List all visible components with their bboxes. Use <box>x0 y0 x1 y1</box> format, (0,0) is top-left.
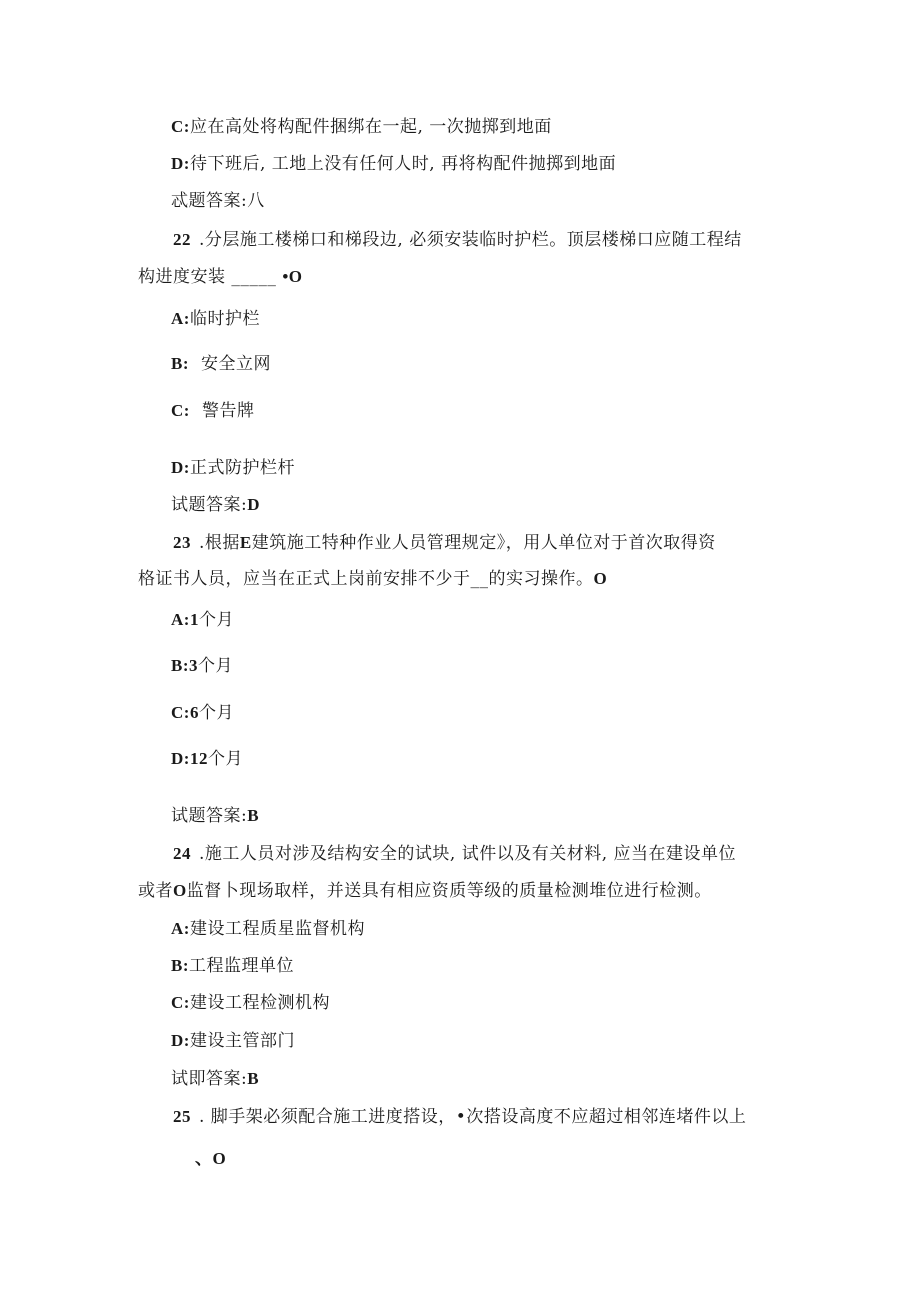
question-text: 建筑施工特种作业人员管理规定》，用人单位对于首次取得资 <box>251 533 716 553</box>
blank-marker: •O <box>282 267 303 286</box>
option-label: D: <box>171 1031 190 1050</box>
question-text: .分层施工楼梯口和梯段边, 必须安装临时护栏。顶层楼梯口应随工程结 <box>199 230 742 250</box>
q24-stem-line2 <box>138 880 712 902</box>
option-text: 警告牌 <box>201 401 255 421</box>
q23-option-d <box>171 748 243 770</box>
question-text: .根据 <box>199 533 240 553</box>
q22-option-c <box>171 400 254 422</box>
option-text: 安全立网 <box>201 354 271 374</box>
q23-answer <box>171 805 259 827</box>
question-number: 22 <box>173 230 191 249</box>
q21-option-d <box>171 153 616 175</box>
answer-label: 忒题答案: <box>171 191 248 211</box>
q25-stem-line1 <box>173 1106 746 1128</box>
option-label: C: <box>171 117 190 136</box>
option-label: D: <box>171 154 190 173</box>
q21-option-c <box>171 116 552 138</box>
answer-value: B <box>247 806 260 825</box>
q24-stem-line1 <box>173 843 736 865</box>
option-label: A: <box>171 309 190 328</box>
answer-label: 试题答案: <box>171 495 248 515</box>
option-label: C: <box>171 401 190 420</box>
answer-label: 试即答案: <box>171 1069 248 1089</box>
option-text: 待下班后, 工地上没有任何人时, 再将构配件抛掷到地面 <box>189 154 617 174</box>
q24-option-c <box>171 992 330 1014</box>
option-text: 正式防护栏杆 <box>189 458 295 478</box>
option-text: 个月 <box>198 656 233 676</box>
q22-stem-line2 <box>138 266 303 288</box>
q23-option-b <box>171 655 233 677</box>
option-text: 临时护栏 <box>189 309 260 329</box>
option-label: B: <box>171 354 189 373</box>
answer-value: D <box>247 495 261 514</box>
option-text: 应在高处将构配件捆绑在一起, 一次抛掷到地面 <box>189 117 552 137</box>
question-text: 、O <box>195 1149 227 1168</box>
question-number: 24 <box>173 844 191 863</box>
answer-blank: _____ <box>231 267 277 287</box>
q22-option-a <box>171 308 260 330</box>
q25-stem-line2 <box>195 1148 226 1170</box>
option-text: 个月 <box>207 749 243 769</box>
q23-option-a <box>171 609 234 631</box>
blank-marker: O <box>173 881 187 900</box>
q22-stem-line1 <box>173 229 742 251</box>
option-label: B:3 <box>171 656 198 675</box>
question-number: 25 <box>173 1107 191 1126</box>
q24-option-d <box>171 1030 295 1052</box>
option-label: D: <box>171 458 190 477</box>
question-text: .施工人员对涉及结构安全的试块, 试件以及有关材料, 应当在建设单位 <box>199 844 737 864</box>
option-label: C: <box>171 993 190 1012</box>
q24-option-b <box>171 955 294 977</box>
option-label: C:6 <box>171 703 199 722</box>
option-text: 建设主管部门 <box>189 1031 295 1051</box>
q23-option-c <box>171 702 234 724</box>
blank-marker: O <box>593 569 608 588</box>
question-text: . 脚手架必须配合施工进度搭设，•次搭设高度不应超过相邻连堵件以上 <box>199 1107 747 1127</box>
q22-option-b <box>171 353 271 375</box>
q22-option-d <box>171 457 295 479</box>
option-text: 个月 <box>198 610 234 630</box>
q21-answer <box>171 190 265 212</box>
question-text: 监督卜现场取样，并送具有相应资质等级的质量检测堆位进行检测。 <box>186 881 712 901</box>
option-label: A: <box>171 919 190 938</box>
question-text: 格证书人员，应当在正式上岗前安排不少于__的实习操作。 <box>138 569 594 589</box>
answer-value: B <box>247 1069 260 1088</box>
q23-stem-line2 <box>138 568 607 590</box>
option-text: 工程监理单位 <box>189 956 294 976</box>
option-label: D:12 <box>171 749 208 768</box>
q22-answer <box>171 494 260 516</box>
q24-option-a <box>171 918 365 940</box>
option-label: B: <box>171 956 189 975</box>
answer-value: 八 <box>247 191 265 211</box>
option-text: 建设工程检测机构 <box>189 993 330 1013</box>
question-text: 构进度安装 <box>138 267 226 287</box>
question-number: 23 <box>173 533 191 552</box>
option-text: 个月 <box>198 703 234 723</box>
question-text: 或者 <box>138 881 173 901</box>
q23-stem-line1 <box>173 532 716 554</box>
q24-answer <box>171 1068 259 1090</box>
option-text: 建设工程质星监督机构 <box>189 919 365 939</box>
ocr-mark: E <box>239 533 252 552</box>
answer-label: 试题答案: <box>171 806 248 826</box>
option-label: A:1 <box>171 610 199 629</box>
